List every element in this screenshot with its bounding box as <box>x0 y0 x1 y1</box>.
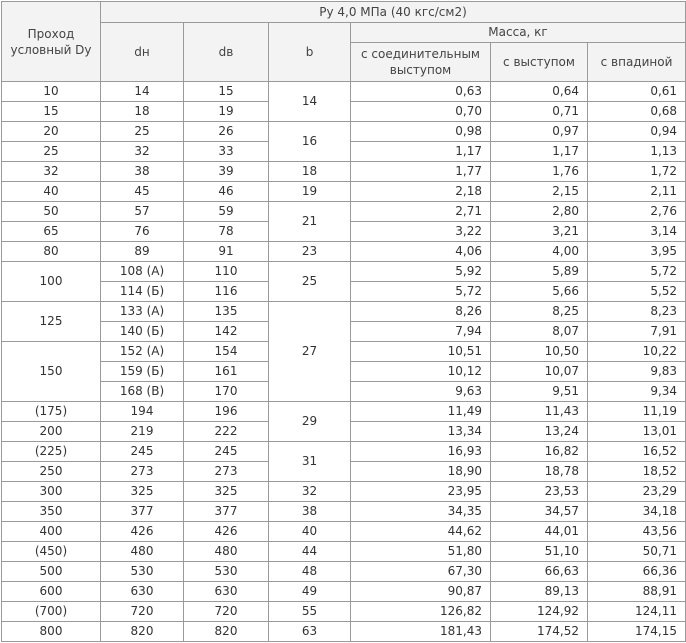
cell-mass-connect: 7,94 <box>351 322 491 342</box>
cell-dn: 38 <box>101 162 184 182</box>
cell-mass-connect: 10,51 <box>351 342 491 362</box>
cell-dn: 14 <box>101 82 184 102</box>
cell-mass-connect: 18,90 <box>351 462 491 482</box>
cell-dy: 300 <box>2 482 101 502</box>
cell-mass-ledge: 10,50 <box>491 342 588 362</box>
cell-mass-ledge: 44,01 <box>491 522 588 542</box>
cell-mass-groove: 34,18 <box>588 502 686 522</box>
cell-mass-groove: 1,72 <box>588 162 686 182</box>
cell-dv: 196 <box>184 402 269 422</box>
cell-mass-ledge: 11,43 <box>491 402 588 422</box>
cell-mass-ledge: 18,78 <box>491 462 588 482</box>
cell-mass-connect: 0,63 <box>351 82 491 102</box>
flange-mass-table <box>1 1 686 642</box>
header-b: b <box>269 23 351 82</box>
cell-mass-ledge: 16,82 <box>491 442 588 462</box>
cell-dy: 32 <box>2 162 101 182</box>
cell-b: 44 <box>269 542 351 562</box>
cell-dn: 480 <box>101 542 184 562</box>
header-mass-connect: с соединительным выступом <box>351 43 491 82</box>
table-row <box>2 242 686 262</box>
cell-mass-connect: 44,62 <box>351 522 491 542</box>
cell-dv: 273 <box>184 462 269 482</box>
cell-mass-ledge: 0,71 <box>491 102 588 122</box>
cell-mass-ledge: 5,89 <box>491 262 588 282</box>
cell-mass-connect: 90,87 <box>351 582 491 602</box>
cell-dn: 273 <box>101 462 184 482</box>
cell-dy: 80 <box>2 242 101 262</box>
cell-mass-groove: 18,52 <box>588 462 686 482</box>
cell-mass-connect: 23,95 <box>351 482 491 502</box>
header-dv: dв <box>184 23 269 82</box>
cell-mass-ledge: 23,53 <box>491 482 588 502</box>
table-row <box>2 402 686 422</box>
cell-mass-connect: 126,82 <box>351 602 491 622</box>
cell-dv: 39 <box>184 162 269 182</box>
cell-mass-ledge: 1,17 <box>491 142 588 162</box>
cell-mass-ledge: 4,00 <box>491 242 588 262</box>
cell-mass-groove: 2,11 <box>588 182 686 202</box>
table-row <box>2 562 686 582</box>
cell-mass-connect: 51,80 <box>351 542 491 562</box>
cell-mass-groove: 9,83 <box>588 362 686 382</box>
cell-dv: 78 <box>184 222 269 242</box>
cell-dv: 170 <box>184 382 269 402</box>
cell-mass-groove: 174,15 <box>588 622 686 642</box>
table-row <box>2 122 686 142</box>
cell-mass-groove: 10,22 <box>588 342 686 362</box>
cell-mass-groove: 5,72 <box>588 262 686 282</box>
cell-dy: 350 <box>2 502 101 522</box>
table-row <box>2 622 686 642</box>
cell-mass-connect: 10,12 <box>351 362 491 382</box>
table-row <box>2 482 686 502</box>
cell-dn: 159 (Б) <box>101 362 184 382</box>
cell-dv: 222 <box>184 422 269 442</box>
cell-mass-groove: 88,91 <box>588 582 686 602</box>
table-row <box>2 522 686 542</box>
cell-mass-connect: 67,30 <box>351 562 491 582</box>
cell-b: 27 <box>269 302 351 402</box>
cell-mass-connect: 181,43 <box>351 622 491 642</box>
table-row <box>2 442 686 462</box>
cell-dv: 377 <box>184 502 269 522</box>
table-row <box>2 82 686 102</box>
cell-mass-groove: 13,01 <box>588 422 686 442</box>
cell-dv: 91 <box>184 242 269 262</box>
cell-dy: 200 <box>2 422 101 442</box>
cell-mass-groove: 7,91 <box>588 322 686 342</box>
cell-dv: 480 <box>184 542 269 562</box>
cell-b: 25 <box>269 262 351 302</box>
cell-dv: 15 <box>184 82 269 102</box>
header-dn: dн <box>101 23 184 82</box>
cell-dy: 125 <box>2 302 101 342</box>
cell-mass-groove: 16,52 <box>588 442 686 462</box>
cell-dv: 142 <box>184 322 269 342</box>
cell-dn: 45 <box>101 182 184 202</box>
cell-mass-connect: 0,98 <box>351 122 491 142</box>
cell-b: 48 <box>269 562 351 582</box>
cell-dn: 32 <box>101 142 184 162</box>
cell-mass-groove: 8,23 <box>588 302 686 322</box>
cell-mass-ledge: 8,07 <box>491 322 588 342</box>
cell-b: 32 <box>269 482 351 502</box>
cell-dy: 25 <box>2 142 101 162</box>
cell-dy: 400 <box>2 522 101 542</box>
table-row <box>2 202 686 222</box>
cell-mass-ledge: 51,10 <box>491 542 588 562</box>
cell-dy: 600 <box>2 582 101 602</box>
cell-mass-connect: 3,22 <box>351 222 491 242</box>
table-row <box>2 602 686 622</box>
cell-dn: 426 <box>101 522 184 542</box>
cell-mass-groove: 0,94 <box>588 122 686 142</box>
cell-mass-ledge: 174,52 <box>491 622 588 642</box>
cell-mass-ledge: 0,64 <box>491 82 588 102</box>
cell-mass-connect: 0,70 <box>351 102 491 122</box>
cell-mass-connect: 8,26 <box>351 302 491 322</box>
cell-dy: 10 <box>2 82 101 102</box>
cell-dy: (225) <box>2 442 101 462</box>
table-row <box>2 582 686 602</box>
cell-dv: 530 <box>184 562 269 582</box>
cell-dn: 152 (А) <box>101 342 184 362</box>
cell-dn: 820 <box>101 622 184 642</box>
cell-mass-connect: 5,92 <box>351 262 491 282</box>
cell-mass-connect: 5,72 <box>351 282 491 302</box>
cell-mass-ledge: 3,21 <box>491 222 588 242</box>
cell-dy: (700) <box>2 602 101 622</box>
cell-b: 14 <box>269 82 351 122</box>
cell-mass-groove: 124,11 <box>588 602 686 622</box>
cell-mass-ledge: 66,63 <box>491 562 588 582</box>
cell-dn: 377 <box>101 502 184 522</box>
cell-mass-groove: 0,61 <box>588 82 686 102</box>
cell-b: 23 <box>269 242 351 262</box>
cell-dn: 245 <box>101 442 184 462</box>
cell-mass-connect: 9,63 <box>351 382 491 402</box>
cell-dv: 26 <box>184 122 269 142</box>
cell-b: 55 <box>269 602 351 622</box>
header-mass-ledge: с выступом <box>491 43 588 82</box>
cell-mass-groove: 50,71 <box>588 542 686 562</box>
cell-mass-groove: 3,95 <box>588 242 686 262</box>
cell-dv: 110 <box>184 262 269 282</box>
cell-b: 18 <box>269 162 351 182</box>
cell-dn: 325 <box>101 482 184 502</box>
cell-dy: 15 <box>2 102 101 122</box>
cell-dn: 18 <box>101 102 184 122</box>
cell-mass-connect: 2,71 <box>351 202 491 222</box>
cell-b: 21 <box>269 202 351 242</box>
cell-mass-groove: 66,36 <box>588 562 686 582</box>
table-row <box>2 162 686 182</box>
cell-dv: 720 <box>184 602 269 622</box>
table-row <box>2 182 686 202</box>
cell-mass-ledge: 0,97 <box>491 122 588 142</box>
cell-mass-connect: 1,17 <box>351 142 491 162</box>
header-pressure: Ру 4,0 МПа (40 кгс/см2) <box>101 2 686 23</box>
table-row <box>2 262 686 282</box>
cell-mass-connect: 1,77 <box>351 162 491 182</box>
cell-dv: 161 <box>184 362 269 382</box>
cell-dy: 150 <box>2 342 101 402</box>
cell-mass-groove: 5,52 <box>588 282 686 302</box>
header-mass: Масса, кг <box>351 23 686 43</box>
cell-mass-groove: 9,34 <box>588 382 686 402</box>
cell-dn: 194 <box>101 402 184 422</box>
cell-mass-connect: 34,35 <box>351 502 491 522</box>
cell-mass-ledge: 124,92 <box>491 602 588 622</box>
cell-dy: 20 <box>2 122 101 142</box>
cell-dy: 40 <box>2 182 101 202</box>
table-row <box>2 542 686 562</box>
cell-dv: 426 <box>184 522 269 542</box>
cell-dn: 89 <box>101 242 184 262</box>
cell-dv: 820 <box>184 622 269 642</box>
cell-dv: 116 <box>184 282 269 302</box>
cell-dn: 76 <box>101 222 184 242</box>
cell-mass-ledge: 1,76 <box>491 162 588 182</box>
cell-dy: (175) <box>2 402 101 422</box>
cell-dv: 19 <box>184 102 269 122</box>
cell-dn: 57 <box>101 202 184 222</box>
cell-mass-groove: 2,76 <box>588 202 686 222</box>
cell-dv: 154 <box>184 342 269 362</box>
cell-mass-ledge: 8,25 <box>491 302 588 322</box>
cell-dn: 630 <box>101 582 184 602</box>
cell-mass-ledge: 2,80 <box>491 202 588 222</box>
cell-mass-ledge: 5,66 <box>491 282 588 302</box>
cell-dv: 46 <box>184 182 269 202</box>
cell-dn: 108 (А) <box>101 262 184 282</box>
cell-dn: 140 (Б) <box>101 322 184 342</box>
table-row <box>2 502 686 522</box>
cell-b: 19 <box>269 182 351 202</box>
cell-mass-connect: 11,49 <box>351 402 491 422</box>
cell-mass-groove: 11,19 <box>588 402 686 422</box>
table-row <box>2 302 686 322</box>
cell-mass-groove: 23,29 <box>588 482 686 502</box>
cell-mass-groove: 43,56 <box>588 522 686 542</box>
cell-b: 49 <box>269 582 351 602</box>
cell-dv: 245 <box>184 442 269 462</box>
cell-mass-connect: 4,06 <box>351 242 491 262</box>
cell-mass-groove: 0,68 <box>588 102 686 122</box>
cell-mass-ledge: 13,24 <box>491 422 588 442</box>
cell-mass-connect: 13,34 <box>351 422 491 442</box>
cell-dn: 720 <box>101 602 184 622</box>
cell-dn: 25 <box>101 122 184 142</box>
header-nominal-bore: Проход условный Dy <box>2 2 101 82</box>
cell-dv: 630 <box>184 582 269 602</box>
cell-dy: 250 <box>2 462 101 482</box>
cell-dn: 168 (В) <box>101 382 184 402</box>
cell-dy: (450) <box>2 542 101 562</box>
cell-dn: 114 (Б) <box>101 282 184 302</box>
cell-dn: 133 (А) <box>101 302 184 322</box>
cell-b: 29 <box>269 402 351 442</box>
cell-b: 16 <box>269 122 351 162</box>
cell-dv: 59 <box>184 202 269 222</box>
cell-mass-connect: 16,93 <box>351 442 491 462</box>
header-mass-groove: с впадиной <box>588 43 686 82</box>
cell-mass-ledge: 2,15 <box>491 182 588 202</box>
cell-mass-groove: 3,14 <box>588 222 686 242</box>
cell-dv: 325 <box>184 482 269 502</box>
cell-dv: 135 <box>184 302 269 322</box>
cell-b: 40 <box>269 522 351 542</box>
cell-b: 63 <box>269 622 351 642</box>
cell-mass-ledge: 10,07 <box>491 362 588 382</box>
cell-dy: 50 <box>2 202 101 222</box>
cell-dy: 100 <box>2 262 101 302</box>
cell-mass-ledge: 34,57 <box>491 502 588 522</box>
cell-mass-ledge: 89,13 <box>491 582 588 602</box>
cell-b: 38 <box>269 502 351 522</box>
cell-dy: 65 <box>2 222 101 242</box>
cell-b: 31 <box>269 442 351 482</box>
cell-mass-groove: 1,13 <box>588 142 686 162</box>
cell-dv: 33 <box>184 142 269 162</box>
cell-mass-ledge: 9,51 <box>491 382 588 402</box>
cell-dy: 800 <box>2 622 101 642</box>
cell-mass-connect: 2,18 <box>351 182 491 202</box>
cell-dn: 219 <box>101 422 184 442</box>
cell-dn: 530 <box>101 562 184 582</box>
cell-dy: 500 <box>2 562 101 582</box>
